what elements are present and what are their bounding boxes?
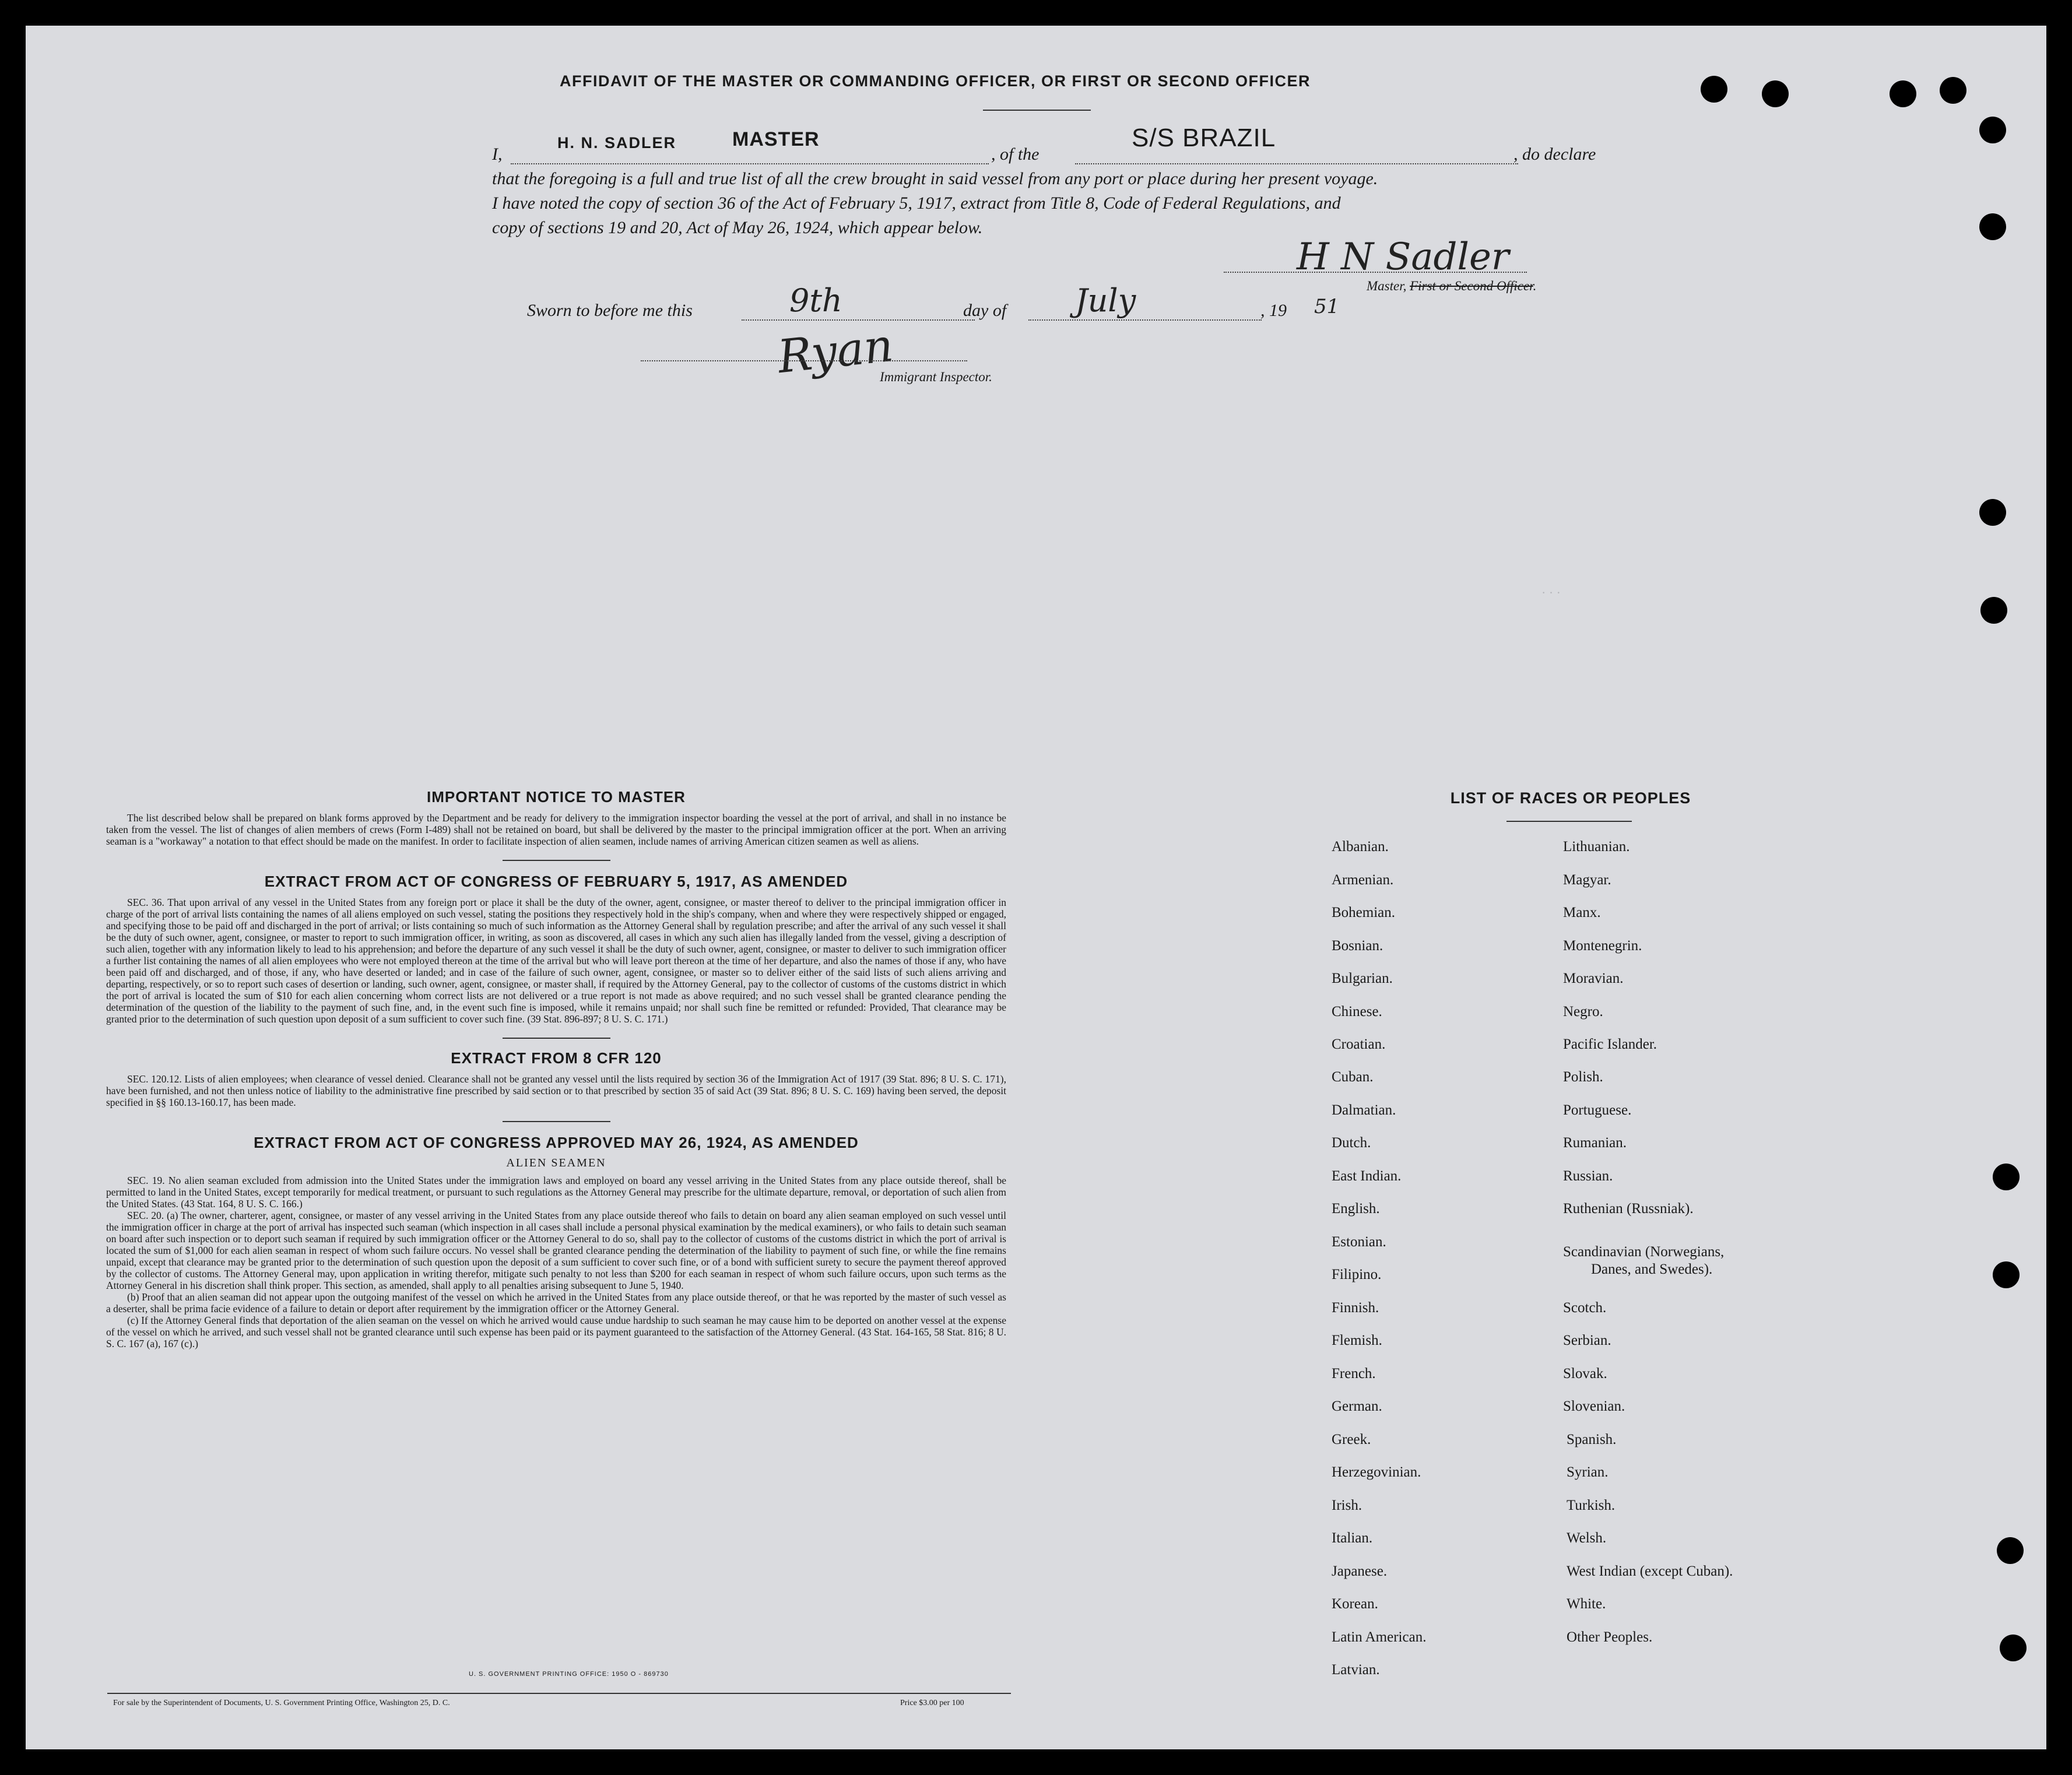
race-item: Manx. <box>1563 905 1601 920</box>
race-item: Croatian. <box>1332 1036 1386 1052</box>
race-item: White. <box>1567 1596 1606 1612</box>
race-item: Korean. <box>1332 1596 1378 1612</box>
divider <box>503 1038 610 1039</box>
punch-hole <box>2000 1635 2027 1661</box>
master-name-line <box>511 163 989 164</box>
punch-hole <box>1762 80 1789 107</box>
race-item: Polish. <box>1563 1069 1603 1085</box>
race-item: Turkish. <box>1567 1498 1616 1513</box>
race-item: Japanese. <box>1332 1563 1388 1579</box>
for-sale-note: For sale by the Superintendent of Documents, U. S. Government Printing Office, Washington 25, D. C. <box>113 1699 450 1707</box>
inspector-caption: Immigrant Inspector. <box>880 370 992 384</box>
divider <box>503 860 610 861</box>
sec-20b: (b) Proof that an alien seaman did not appear upon the outgoing manifest of the vessel on which he arrived in the United States from any place outside thereof, or that he was reported by the master of such vessel as a deserter, shall be prima facie evidence of a failure to detain or deport after requirement by the immigration officer or the Attorney General. <box>106 1291 1006 1314</box>
punch-hole <box>1940 77 1966 104</box>
price-note: Price $3.00 per 100 <box>900 1699 964 1707</box>
extract-1917-body: SEC. 36. That upon arrival of any vessel in the United States from any foreign port or place it shall be the duty of the owner, agent, consignee, or master thereof to deliver to the principal immigration officer in charge of the port of arrival lists containing the names of all aliens employed on such vessel, stating the positions they respectively hold in the ship's company, when and where they were respectively shipped or engaged, and specifying those to be paid off and discharged in the port of arrival; or lists containing so much of such information as the Attorney General shall by regulation prescribe; and after the arrival of any such vessel it shall be the duty of such owner, agent, consignee, or master to report to such immigration officer, in writing, as soon as discovered, all cases in which any such alien has illegally landed from the vessel, giving a description of such alien, together with any information likely to lead to his apprehension; and before the departure of any such vessel it shall be the duty of such owner, agent, consignee, or master to deliver to such immigration officer a further list containing the names of all alien employees who were not employed thereon at the time of the arrival but who will leave port thereon at the time of her departure, and also the names of those if any, who have been paid off and discharged, and of those, if any, who have deserted or landed; and in case of the failure of such owner, agent, consignee, or master so to deliver either of the said lists of such aliens arriving and departing, respectively, or so to report such cases of desertion or landing, such owner, agent, consignee, or master shall, if required by the Attorney General, pay to the collector of customs of the customs district in which the port of arrival is located the sum of $10 for each alien concerning whom correct lists are not delivered or a true report is not made as above required; and no such vessel shall be granted clearance pending the determination of the question of the liability to the payment of such fine, and, in the event such fine is imposed, while it remains unpaid; nor shall such fine be remitted or refunded: Provided, That clearance may be granted prior to the determination of such question upon deposit of a sum sufficient to cover such fine. (39 Stat. 896-897; 8 U. S. C. 171.) <box>106 897 1006 1025</box>
punch-hole <box>1997 1537 2024 1564</box>
master-signature-line <box>1224 272 1527 273</box>
title-divider <box>983 110 1091 111</box>
do-declare-label: , do declare <box>1513 145 1596 164</box>
race-item: Italian. <box>1332 1530 1373 1546</box>
sworn-month: July <box>1075 282 1136 319</box>
race-item: Finnish. <box>1332 1300 1379 1316</box>
declaration-line-1: that the foregoing is a full and true list of all the crew brought in said vessel from any port or place during her present voyage. <box>492 169 1378 188</box>
race-item: West Indian (except Cuban). <box>1567 1563 1733 1579</box>
race-item: Irish. <box>1332 1498 1362 1513</box>
race-item: Portuguese. <box>1563 1102 1632 1118</box>
race-item: Filipino. <box>1332 1267 1382 1282</box>
race-item: Pacific Islander. <box>1563 1036 1657 1052</box>
race-item: Cuban. <box>1332 1069 1374 1085</box>
race-item: Latin American. <box>1332 1629 1427 1645</box>
race-item: Scandinavian (Norwegians, <box>1563 1244 1725 1260</box>
vessel-name: S/S BRAZIL <box>1132 124 1276 152</box>
day-of-label: day of <box>963 301 1007 320</box>
sec-20c: (c) If the Attorney General finds that deportation of the alien seaman on the vessel on which he arrived would cause undue hardship to such seaman he may cause him to be deported on another vessel at the expense of the vessel on which he arrived, and such vessel shall not be granted clearance until such expense has been paid or its payment guaranteed to the satisfaction of the Attorney General. (43 Stat. 164-165, 58 Stat. 816; 8 U. S. C. 167 (a), 167 (c).) <box>106 1314 1006 1349</box>
race-item: Syrian. <box>1567 1464 1609 1480</box>
race-item: Estonian. <box>1332 1234 1386 1250</box>
race-item: Bosnian. <box>1332 938 1383 954</box>
master-name: H. N. SADLER <box>557 134 677 152</box>
race-item: Spanish. <box>1567 1432 1617 1447</box>
year-suffix: 51 <box>1314 295 1340 318</box>
race-item: Danes, and Swedes). <box>1591 1261 1713 1277</box>
race-item: Moravian. <box>1563 971 1624 986</box>
extract-1924-heading: EXTRACT FROM ACT OF CONGRESS APPROVED MAY 26, 1924, AS AMENDED <box>254 1134 859 1151</box>
punch-hole <box>1701 76 1727 103</box>
declaration-line-3: copy of sections 19 and 20, Act of May 26, 1924, which appear below. <box>492 218 983 237</box>
race-item: Montenegrin. <box>1563 938 1642 954</box>
extract-cfr-body: SEC. 120.12. Lists of alien employees; when clearance of vessel denied. Clearance shall not be granted any vessel until the lists required by section 36 of the Immigration Act of 1917 (39 Stat. 896; 8 U. S. C. 171), have been furnished, and not then unless notice of liability to the administrative fine prescribed by said section or to that prescribed by section 35 of said Act (39 Stat. 896; 8 U. S. C. 169) having been served, the deposit specified in §§ 160.13-160.17, has been made. <box>106 1073 1006 1108</box>
sec-20a: SEC. 20. (a) The owner, charterer, agent, consignee, or master of any vessel arriving in the United States from any place outside thereof who fails to detain on board any alien seaman employed on such vessel until the immigration officer in charge at the port of arrival has inspected such seaman (which inspection in all cases shall include a personal physical examination by the medical examiners), or who fails to detain such seaman on board after such inspection or to deport such seaman if required by such immigration officer or the Attorney General to do so, shall pay to the collector of customs of the customs district in which the port of arrival is located the sum of $1,000 for each alien seaman in respect of whom such failure occurs. No vessel shall be granted clearance pending the determination of the liability to payment of such fine, or while the fine remains unpaid, except that clearance may be granted prior to the determination of such question upon the deposit of a sum sufficient to cover such fine, or of a bond with sufficient surety to secure the payment thereof approved by the collector of customs. The Attorney General may, upon application in writing therefor, mitigate such penalty to not less than $200 for each seaman in respect of whom such failure occurs, upon such terms as the Attorney General in his discretion shall think proper. This section, as amended, shall apply to all penalties arising subsequent to June 5, 1940. <box>106 1210 1006 1291</box>
race-item: Armenian. <box>1332 872 1394 888</box>
race-item: Flemish. <box>1332 1333 1382 1348</box>
punch-hole <box>1993 1261 2020 1288</box>
punch-hole <box>1979 213 2006 240</box>
race-item: Herzegovinian. <box>1332 1464 1421 1480</box>
show-through-marks: · · · <box>1541 585 1561 600</box>
race-item: Albanian. <box>1332 839 1389 855</box>
punch-hole <box>1890 80 1916 107</box>
race-item: Negro. <box>1563 1004 1603 1020</box>
race-item: Dalmatian. <box>1332 1102 1396 1118</box>
race-item: Russian. <box>1563 1168 1613 1184</box>
race-item: Serbian. <box>1563 1333 1611 1348</box>
notice-heading: IMPORTANT NOTICE TO MASTER <box>427 788 686 806</box>
punch-hole <box>1993 1164 2020 1190</box>
year-prefix: , 19 <box>1260 301 1287 320</box>
sworn-month-line <box>1028 319 1262 321</box>
race-item: Ruthenian (Russniak). <box>1563 1201 1694 1217</box>
race-item: Latvian. <box>1332 1662 1380 1678</box>
sec-19: SEC. 19. No alien seaman excluded from admission into the United States under the immigration laws and employed on board any vessel arriving in the United States from any place outside thereof, shall be permitted to land in the United States, except temporarily for medical treatment, or pursuant to such regulations as the Attorney General may prescribe for the ultimate departure, removal, or deportation of such alien from the United States. (43 Stat. 164, 8 U. S. C. 166.) <box>106 1175 1006 1210</box>
form-page <box>26 26 2046 1749</box>
extract-1917-heading: EXTRACT FROM ACT OF CONGRESS OF FEBRUARY 5, 1917, AS AMENDED <box>264 873 848 890</box>
race-item: Other Peoples. <box>1567 1629 1653 1645</box>
race-item: Greek. <box>1332 1432 1371 1447</box>
races-divider <box>1506 821 1632 822</box>
extract-cfr-heading: EXTRACT FROM 8 CFR 120 <box>451 1049 662 1067</box>
race-item: Welsh. <box>1567 1530 1607 1546</box>
race-item: Dutch. <box>1332 1135 1371 1151</box>
affidavit-title: AFFIDAVIT OF THE MASTER OR COMMANDING OFFICER, OR FIRST OR SECOND OFFICER <box>560 72 1311 90</box>
master-caption-end: . <box>1533 279 1537 293</box>
footer-rule <box>107 1693 1011 1694</box>
of-the-label: , of the <box>991 145 1039 164</box>
race-item: Slovenian. <box>1563 1398 1625 1414</box>
punch-hole <box>1980 597 2007 624</box>
sworn-day: 9th <box>789 282 842 319</box>
race-item: Bohemian. <box>1332 905 1396 920</box>
race-item: Rumanian. <box>1563 1135 1627 1151</box>
master-signature: H N Sadler <box>1297 236 1509 279</box>
race-item: Scotch. <box>1563 1300 1607 1316</box>
printing-office-imprint: U. S. GOVERNMENT PRINTING OFFICE: 1950 O - 869730 <box>469 1671 669 1678</box>
master-rank: MASTER <box>732 128 820 150</box>
master-caption <box>1367 274 1536 298</box>
divider <box>503 1121 610 1122</box>
declaration-line-2: I have noted the copy of section 36 of the Act of February 5, 1917, extract from Title 8, Code of Federal Regulations, and <box>492 194 1341 213</box>
race-item: Slovak. <box>1563 1366 1607 1382</box>
punch-hole <box>1979 499 2006 526</box>
punch-hole <box>1979 117 2006 143</box>
race-item: French. <box>1332 1366 1376 1382</box>
races-heading: LIST OF RACES OR PEOPLES <box>1450 789 1691 807</box>
inspector-signature: Ryan <box>775 319 896 384</box>
race-item: East Indian. <box>1332 1168 1402 1184</box>
vessel-line <box>1075 163 1518 164</box>
race-item: Lithuanian. <box>1563 839 1630 855</box>
notices-column <box>101 788 1011 1349</box>
inspector-signature-line <box>641 360 967 361</box>
race-item: German. <box>1332 1398 1382 1414</box>
master-caption-master: Master, <box>1367 279 1410 293</box>
race-item: English. <box>1332 1201 1380 1217</box>
race-item: Magyar. <box>1563 872 1611 888</box>
race-item: Chinese. <box>1332 1004 1382 1020</box>
sworn-label: Sworn to before me this <box>527 301 693 320</box>
race-item: Bulgarian. <box>1332 971 1393 986</box>
i-label: I, <box>492 145 503 164</box>
master-caption-struck: First or Second Officer <box>1410 279 1533 293</box>
notice-body: The list described below shall be prepared on blank forms approved by the Department and be ready for delivery to the immigration inspector boarding the vessel at the port of arrival, and shall in no instance be taken from the vessel. The list of changes of alien members of crews (Form I-489) shall not be retained on board, but shall be delivered by the master to the principal immigration officer at the port. When an arriving seaman is a "workaway" a notation to that effect should be made on the manifest. In order to facilitate inspection of alien seamen, include names of arriving American citizen seamen as well as aliens. <box>106 812 1006 847</box>
sworn-day-line <box>742 319 975 321</box>
alien-seamen-subheading: ALIEN SEAMEN <box>506 1157 606 1169</box>
